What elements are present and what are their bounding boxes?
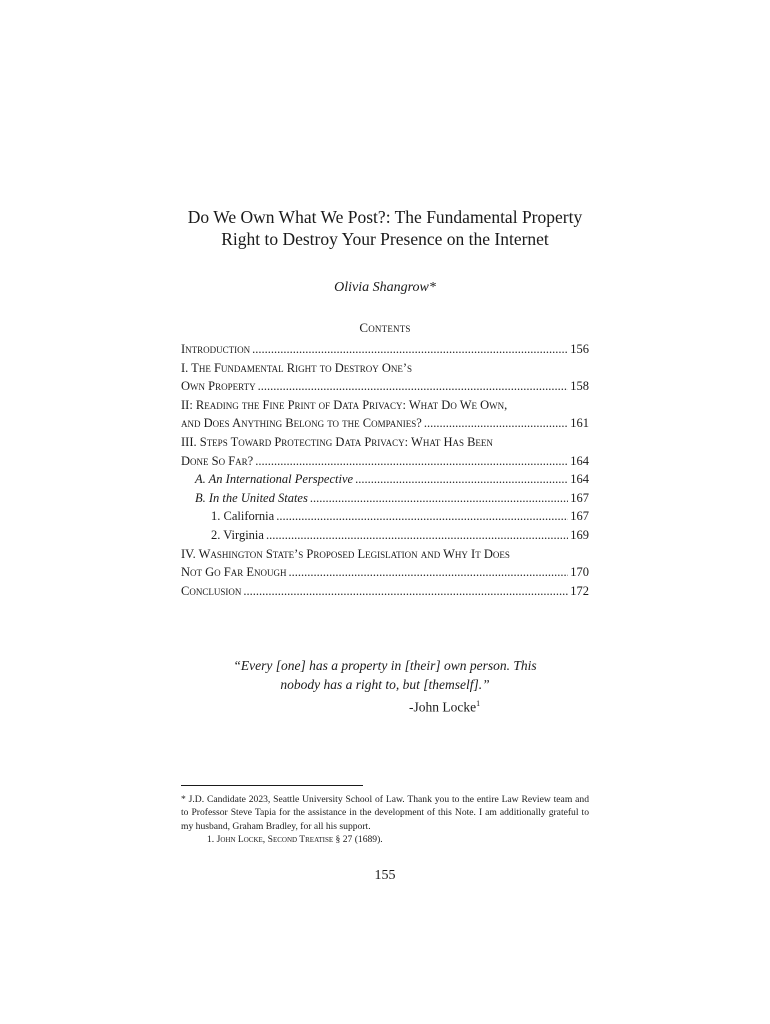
epigraph-quote — [181, 656, 589, 694]
author-name: Olivia Shangrow* — [334, 280, 436, 295]
toc-entry-part-2-line-1[interactable] — [181, 396, 589, 415]
toc-page-number: 167 — [570, 490, 589, 505]
toc-page-number: 164 — [570, 453, 589, 468]
paper-title — [171, 206, 599, 250]
toc-entry-part-4-line-1[interactable] — [181, 545, 589, 564]
toc-page-number: 167 — [570, 509, 589, 524]
toc-page-number: 170 — [570, 565, 589, 580]
footnotes — [181, 793, 589, 846]
toc-entry-part-4-line-2[interactable] — [181, 563, 589, 582]
toc-label: III. Steps Toward Protecting Data Privacy: What Has Been — [181, 434, 493, 449]
title-line-2: Right to Destroy Your Presence on the Internet — [221, 229, 549, 249]
epigraph-attribution — [409, 699, 480, 716]
toc-label: B. In the United States — [195, 490, 308, 505]
toc-page-number: 156 — [570, 342, 589, 356]
epigraph-line-2: nobody has a right to, but [themself].” — [280, 677, 490, 692]
toc-leader-dots — [424, 414, 568, 433]
toc-leader-dots — [310, 489, 568, 508]
toc-label: II: Reading the Fine Print of Data Privacy: What Do We Own, — [181, 397, 508, 412]
toc-entry-california[interactable] — [181, 507, 589, 526]
toc-leader-dots — [355, 470, 568, 489]
toc-page-number: 161 — [570, 416, 589, 431]
toc-leader-dots — [252, 340, 568, 359]
toc-label: Own Property — [181, 379, 256, 394]
toc-leader-dots — [258, 377, 569, 396]
paper-page — [181, 0, 589, 1024]
toc-label: I. The Fundamental Right to Destroy One’s — [181, 360, 413, 375]
footnote-author: * J.D. Candidate 2023, Seattle University School of Law. Thank you to the entire Law Review team and to Professor Steve Tapia for the assistance in the development of this Note. I am additionally grateful to my husband, Graham Bradley, for all his support. — [181, 794, 589, 832]
toc-entry-part-3-line-2[interactable] — [181, 452, 589, 471]
toc-entry-virginia[interactable] — [181, 526, 589, 545]
attribution-text: -John Locke — [409, 699, 477, 715]
toc-page-number: 164 — [570, 472, 589, 487]
footnote-divider — [181, 785, 363, 786]
toc-entry-part-1-line-1[interactable] — [181, 359, 589, 378]
toc-leader-dots — [276, 507, 568, 526]
footnote-marker[interactable]: 1 — [476, 699, 481, 708]
toc-label: 1. California — [211, 509, 275, 524]
toc-leader-dots — [289, 563, 569, 582]
toc-label: IV. Washington State’s Proposed Legislation and Why It Does — [181, 546, 510, 561]
toc-entry-part-2-line-2[interactable] — [181, 414, 589, 433]
title-line-1: Do We Own What We Post?: The Fundamental Property — [187, 207, 583, 227]
toc-entry-introduction[interactable] — [181, 340, 589, 359]
toc-leader-dots — [266, 526, 568, 545]
toc-label: 2. Virginia — [211, 527, 264, 542]
footnote-1 — [181, 833, 589, 846]
page-number: 155 — [374, 868, 396, 883]
footnote-1-text: 1. John Locke, Second Treatise § 27 (1689). — [207, 833, 383, 845]
toc-entry-part-3-line-1[interactable] — [181, 433, 589, 452]
toc-entry-international-perspective[interactable] — [181, 470, 589, 489]
toc-entry-conclusion[interactable] — [181, 582, 589, 601]
table-of-contents — [181, 340, 589, 600]
epigraph-line-1: “Every [one] has a property in [their] own person. This — [233, 658, 537, 673]
toc-page-number: 172 — [570, 583, 589, 598]
toc-label: Introduction — [181, 342, 251, 356]
contents-heading: Contents — [359, 320, 411, 335]
toc-label: Not Go Far Enough — [181, 565, 287, 580]
toc-label: and Does Anything Belong to the Companies? — [181, 416, 422, 431]
toc-label: Conclusion — [181, 583, 242, 598]
toc-label: Done So Far? — [181, 453, 254, 468]
toc-page-number: 169 — [570, 527, 589, 542]
toc-leader-dots — [243, 582, 568, 601]
toc-label: A. An International Perspective — [195, 472, 354, 487]
toc-entry-part-1-line-2[interactable] — [181, 377, 589, 396]
toc-page-number: 158 — [570, 379, 589, 394]
toc-entry-united-states[interactable] — [181, 489, 589, 508]
toc-leader-dots — [255, 452, 568, 471]
